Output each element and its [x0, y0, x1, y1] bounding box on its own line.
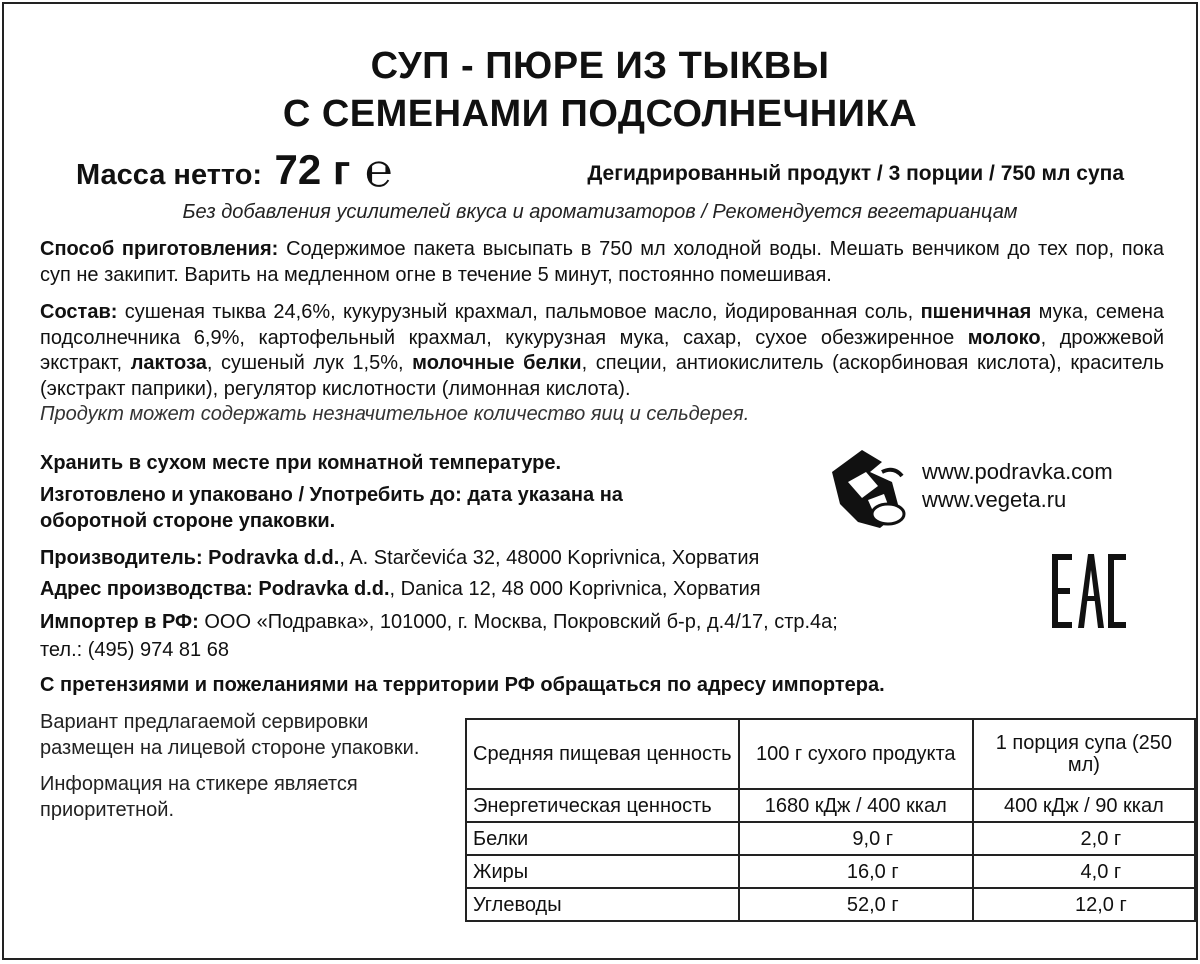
nutrient-value-100g: 16,0 г — [739, 855, 973, 888]
nutrition-header-cell: 1 порция супа (250 мл) — [973, 719, 1195, 789]
manufacturer-label: Производитель: — [40, 547, 203, 569]
importer-phone: тел.: (495) 974 81 68 — [40, 639, 229, 661]
nutrition-header-cell: 100 г сухого продукта — [739, 719, 973, 789]
production-address — [40, 576, 761, 602]
net-mass-value: 72 г — [274, 146, 351, 193]
sticker-priority-note: Информация на стикере является приоритетной. — [40, 773, 358, 821]
nutrient-value-portion: 400 кДж / 90 ккал — [973, 789, 1195, 822]
nutrient-name: Энергетическая ценность — [466, 789, 739, 822]
preparation-text: Содержимое пакета высыпать в 750 мл холодной воды. Мешать венчиком до тех пор, пока суп не закипит. Варить на медленном огне в течение 5 минут, постоянно помешивая. — [40, 238, 1165, 286]
nutrition-header-row — [466, 719, 1195, 789]
nutrient-name: Жиры — [466, 855, 739, 888]
nutrient-value-portion: 2,0 г — [973, 822, 1195, 855]
composition-text: , сушеный лук 1,5%, — [206, 352, 413, 374]
website-vegeta-link[interactable]: www.vegeta.ru — [922, 487, 1067, 512]
product-label — [2, 2, 1198, 960]
composition-text: , дрожжевой экстракт, — [40, 326, 1164, 374]
preparation-paragraph — [40, 237, 1164, 288]
table-row — [466, 855, 1195, 888]
serving-note — [40, 709, 440, 833]
title-line-2: С СЕМЕНАМИ ПОДСОЛНЕЧНИКА — [282, 93, 918, 135]
subtitle: Без добавления усилителей вкуса и ароматизаторов / Рекомендуется вегетарианцам — [182, 201, 1018, 223]
composition-paragraph — [40, 300, 1164, 428]
allergen-milk: молоко — [967, 326, 1041, 349]
websites — [922, 458, 1113, 514]
production-date-note — [40, 482, 623, 534]
product-info: Дегидрированный продукт / 3 порции / 750 мл супа — [587, 162, 1124, 185]
preparation-label: Способ приготовления: — [40, 238, 279, 260]
production-address-company: Podravka d.d. — [252, 578, 390, 600]
serving-note-text: Вариант предлагаемой сервировки размещен на лицевой стороне упаковки. — [40, 711, 420, 759]
production-address-text: , Danica 12, 48 000 Koprivnica, Хорватия — [389, 578, 761, 600]
allergen-note: Продукт может содержать незначительное количество яиц и сельдерея. — [40, 403, 750, 425]
composition-text: , специи, антиокислитель (аскорбиновая кислота), краситель (экстракт паприки), регулятор кислотности (лимонная кислота). — [40, 352, 1164, 400]
table-row — [466, 822, 1195, 855]
nutrient-name: Углеводы — [466, 888, 739, 921]
nutrient-value-100g: 52,0 г — [739, 888, 973, 921]
nutrient-value-100g: 9,0 г — [739, 822, 973, 855]
nutrient-name: Белки — [466, 822, 739, 855]
importer-address: ООО «Подравка», 101000, г. Москва, Покровский б-р, д.4/17, стр.4а; — [198, 611, 838, 633]
composition-text: сушеная тыква 24,6%, кукурузный крахмал, пальмовое масло, йодированная соль, — [117, 301, 921, 323]
production-address-label: Адрес производства: — [40, 578, 253, 600]
podravka-logo-icon — [822, 442, 914, 532]
claims-note: С претензиями и пожеланиями на территории РФ обращаться по адресу импортера. — [40, 674, 885, 696]
title-line-1: СУП - ПЮРЕ ИЗ ТЫКВЫ — [370, 45, 830, 87]
manufacturer — [40, 545, 759, 571]
production-date-line-1: Изготовлено и упаковано / Употребить до: дата указана на — [40, 484, 623, 506]
estimated-sign-icon: ℮ — [364, 143, 393, 197]
importer-label: Импортер в РФ: — [40, 611, 199, 633]
net-mass-label: Масса нетто: — [76, 159, 263, 191]
manufacturer-company: Podravka d.d. — [202, 547, 340, 569]
net-mass — [76, 143, 393, 197]
table-row — [466, 888, 1195, 921]
website-podravka-link[interactable]: www.podravka.com — [922, 459, 1113, 484]
nutrition-header-cell: Средняя пищевая ценность — [466, 719, 739, 789]
table-row — [466, 789, 1195, 822]
production-date-line-2: оборотной стороне упаковки. — [40, 510, 336, 532]
eac-mark-icon — [1048, 552, 1128, 630]
importer — [40, 609, 838, 635]
nutrition-table — [465, 718, 1196, 922]
allergen-lactose: лактоза — [130, 352, 207, 374]
product-title — [4, 42, 1196, 138]
nutrient-value-portion: 4,0 г — [973, 855, 1195, 888]
storage-conditions: Хранить в сухом месте при комнатной температуре. — [40, 452, 562, 474]
nutrient-value-portion: 12,0 г — [973, 888, 1195, 921]
composition-text: мука, семена подсолнечника 6,9%, картофельный крахмал, кукурузная мука, сахар, сухое обезжиренное — [40, 301, 1164, 349]
allergen-milk-proteins: молочные белки — [412, 352, 582, 374]
composition-label: Состав: — [40, 301, 118, 323]
manufacturer-address: , A. Starčevića 32, 48000 Koprivnica, Хорватия — [339, 547, 760, 569]
allergen-wheat: пшеничная — [920, 301, 1032, 323]
nutrient-value-100g: 1680 кДж / 400 ккал — [739, 789, 973, 822]
